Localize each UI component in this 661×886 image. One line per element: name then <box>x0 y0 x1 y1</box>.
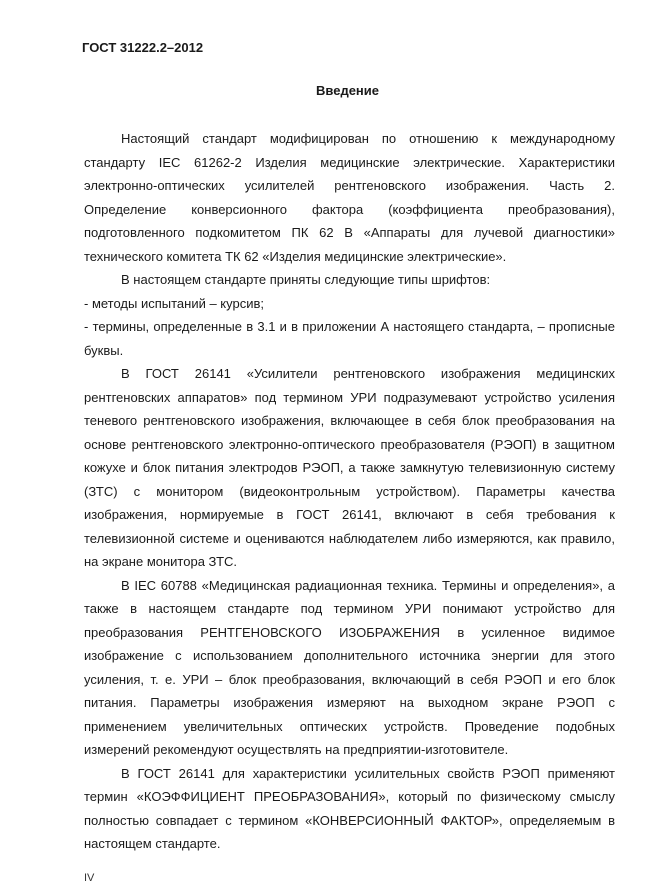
paragraph-fonts: В настоящем стандарте приняты следующие типы шрифтов: <box>121 272 491 287</box>
page-number: IV <box>84 872 95 884</box>
section-title: Введение <box>316 83 379 98</box>
paragraph-intro: Настоящий стандарт модифицирован по отношению к международному стандарту IEC 61262-2 Изделия медицинские электрические. Характеристики электронно-оптических усилителей рентгеновского изображения. Часть 2. Определение конверсионного фактора (коэффициента преобразования), подготовленного подкомитетом ПК 62 В «Аппараты для лучевой диагностики» технического комитета ТК 62 «Изделия медицинские электрические». <box>84 131 615 264</box>
paragraph-iec-60788: В IEC 60788 «Медицинская радиационная техника. Термины и определения», а также в настоящем стандарте под термином УРИ понимают устройство для преобразования РЕНТГЕНОВСКОГО ИЗОБРАЖЕНИЯ в усиленное видимое изображение с использованием дополнительного источника энергии для этого усиления, т. е. УРИ – блок преобразования, включающий в себя РЭОП и его блок питания. Параметры изображения измеряют на выходном экране РЭОП с применением увеличительных оптических устройств. Проведение подобных измерений рекомендуют осуществлять на предприятии-изготовителе. <box>84 577 615 757</box>
standard-id-header: ГОСТ 31222.2–2012 <box>82 40 204 55</box>
body-text <box>84 127 615 856</box>
paragraph-conversion-factor: В ГОСТ 26141 для характеристики усилительных свойств РЭОП применяют термин «КОЭФФИЦИЕНТ ПРЕОБРАЗОВАНИЯ», который по физическому смыслу полностью совпадает с термином «КОНВЕРСИОННЫЙ ФАКТОР», определяемым в настоящем стандарте. <box>84 765 615 851</box>
list-item-terms: - термины, определенные в 3.1 и в приложении А настоящего стандарта, – прописные буквы. <box>84 319 615 358</box>
list-item-methods: - методы испытаний – курсив; <box>84 295 265 311</box>
paragraph-gost-26141: В ГОСТ 26141 «Усилители рентгеновского изображения медицинских рентгеновских аппаратов» под термином УРИ подразумевают устройство усиления теневого рентгеновского изображения, включающее в себя блок преобразования на основе рентгеновского электронно-оптического преобразователя (РЭОП) в защитном кожухе и блок питания электродов РЭОП, а также замкнутую телевизионную систему (ЗТС) с монитором (видеоконтрольным устройством). Параметры качества изображения, нормируемые в ГОСТ 26141, включают в себя требования к телевизионной системе и оцениваются наблюдателем либо измеряются, как правило, на экране монитора ЗТС. <box>84 366 615 569</box>
